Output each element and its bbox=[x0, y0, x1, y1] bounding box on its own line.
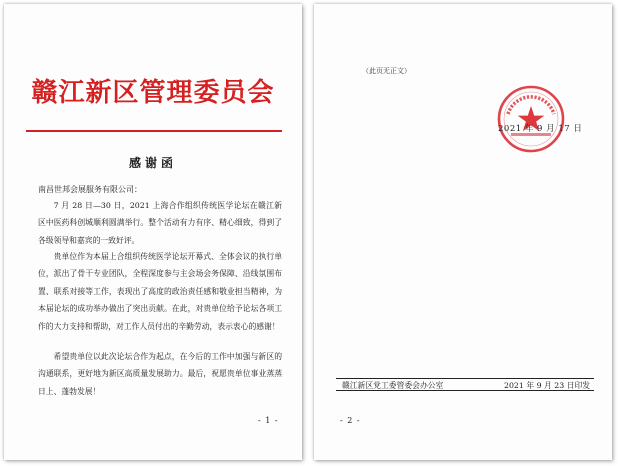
paragraph-text: 希望贵单位以此次论坛合作为起点，在今后的工作中加强与新区的沟通联系，更好地为新区高质量发展助力。最后，祝愿贵单位事业蒸蒸日上、蓬勃发展！ bbox=[38, 352, 282, 396]
print-date: 2021 年 9 月 23 日印发 bbox=[504, 381, 591, 390]
document-page-1 bbox=[4, 4, 302, 460]
footer-rule-top bbox=[336, 378, 594, 379]
paragraph-text: 贵单位作为本届上合组织传统医学论坛开幕式、全体会议的执行单位，派出了骨干专业团队，全程深度参与主会场会务保障、沿线氛围布置、联系对接等工作，表现出了高度的政治责任感和敬业担当精神，为本届论坛的成功举办做出了突出贡献。在此，对贵单位给予论坛各项工作的大力支持和帮助，对工作人员付出的辛勤劳动，表示衷心的感谢！ bbox=[38, 252, 282, 331]
footer-rule-bottom bbox=[336, 390, 594, 391]
red-separator-line bbox=[26, 130, 282, 132]
body-paragraph-1 bbox=[38, 197, 282, 249]
document-page-2 bbox=[314, 4, 612, 460]
page-number: - 1 - bbox=[258, 416, 279, 425]
issuing-office: 赣江新区党工委管委会办公室 bbox=[342, 381, 444, 390]
seal-date: 2021 年 9 月 17 日 bbox=[498, 124, 583, 134]
document-title: 感谢函 bbox=[128, 156, 177, 170]
paragraph-text: 7 月 28 日—30 日，2021 上海合作组织传统医学论坛在赣江新区中医药科创城顺利圆满举行。整个活动有力有序、精心细致，得到了各级领导和嘉宾的一致好评。 bbox=[38, 201, 282, 245]
no-text-note: （此页无正文） bbox=[362, 67, 411, 75]
body-paragraph-3 bbox=[38, 348, 282, 400]
body-paragraph-2 bbox=[38, 248, 282, 335]
salutation: 南昌世邦会展服务有限公司： bbox=[38, 185, 142, 194]
page-number: - 2 - bbox=[340, 416, 361, 425]
organization-header: 赣江新区管理委员会 bbox=[31, 78, 275, 108]
official-seal-icon bbox=[496, 84, 566, 154]
